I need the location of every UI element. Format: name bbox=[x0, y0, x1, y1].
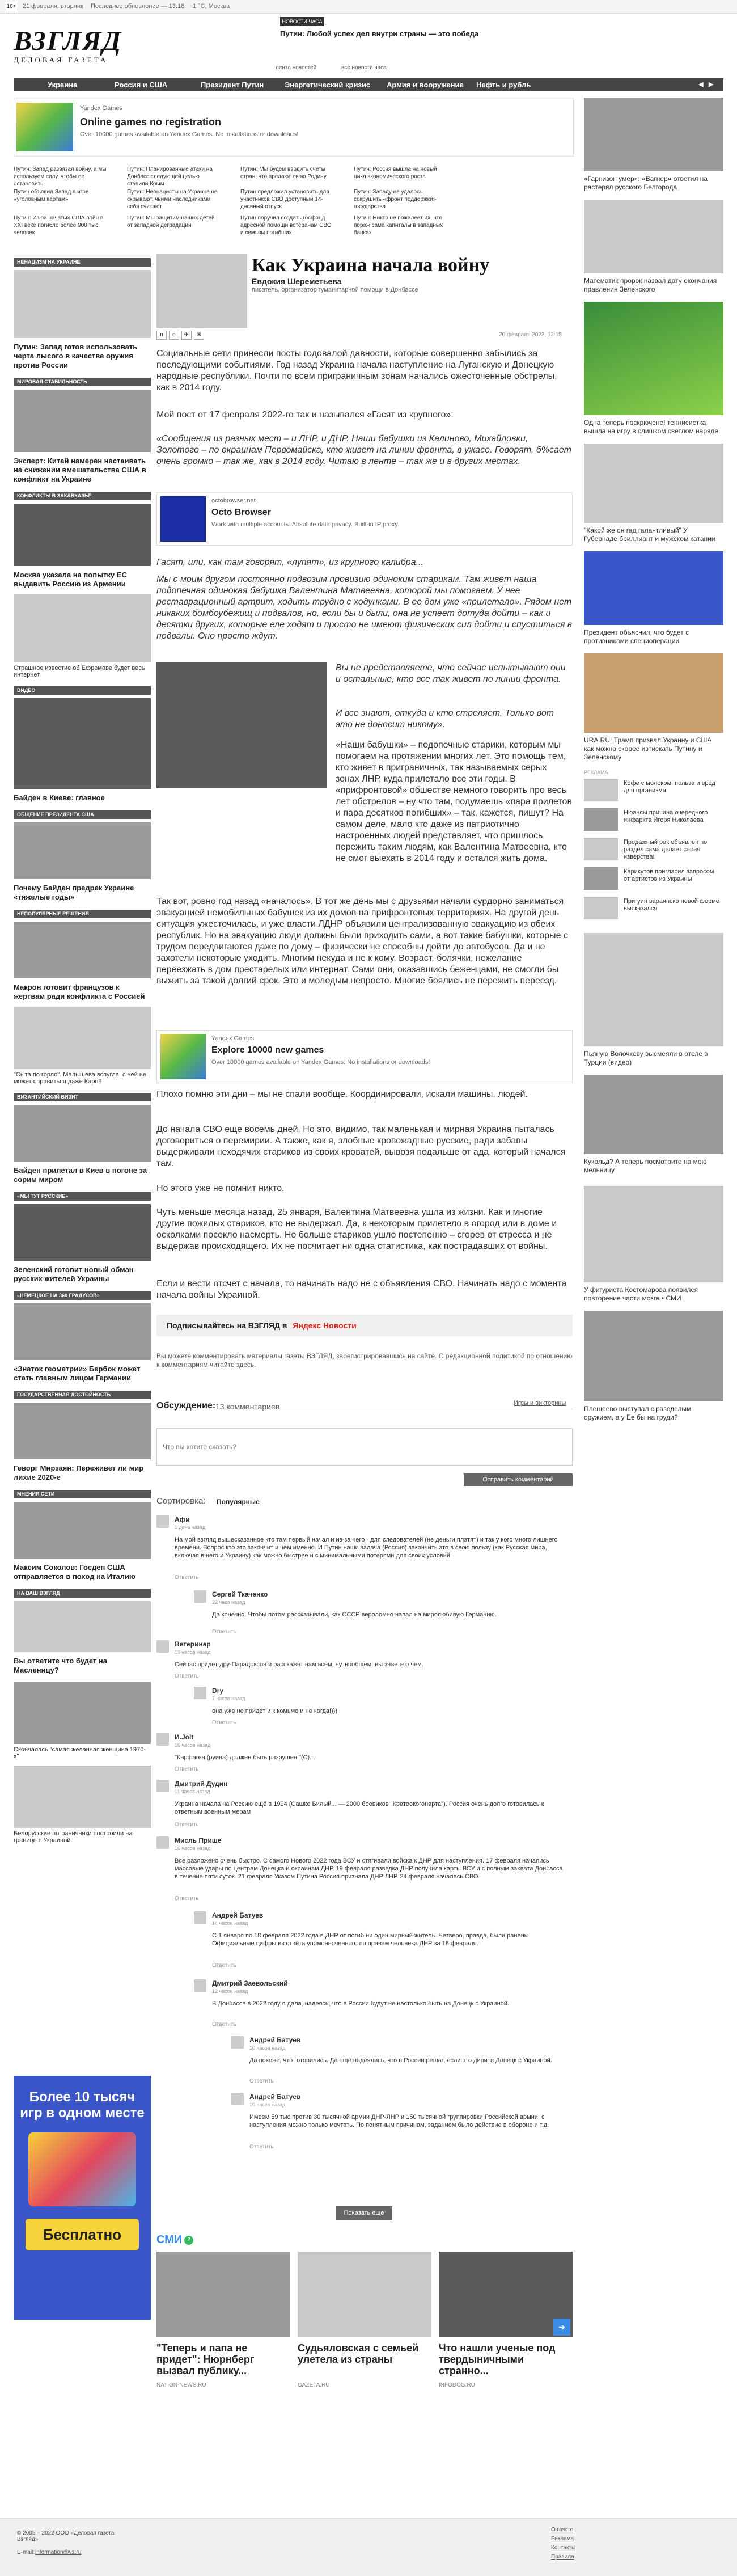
footer-email[interactable]: information@vz.ru bbox=[35, 2549, 82, 2556]
reply-link[interactable]: Ответить bbox=[212, 1720, 236, 1726]
right-photo[interactable] bbox=[584, 1311, 723, 1401]
smi-photo[interactable] bbox=[156, 2252, 290, 2337]
top-news-item[interactable]: Путин: Из-за начатых США войн в XXI веке погибло более 900 тыс. человек bbox=[14, 215, 104, 236]
sidebar-ad-title[interactable]: Скончалась "самая желанная женщина 1970-х" bbox=[14, 1746, 146, 1760]
sidebar-news-title[interactable]: Москва указала на попытку ЕС выдавить Россию из Армении bbox=[14, 571, 127, 588]
comment-item bbox=[194, 1687, 573, 1733]
top-news-item[interactable]: Путин: Мы защитим наших детей от западной деградации bbox=[127, 215, 215, 229]
footer-link[interactable]: Реклама bbox=[551, 2536, 574, 2542]
comment-author[interactable]: Дмитрий Дудин bbox=[175, 1780, 228, 1788]
news-photo[interactable] bbox=[14, 504, 151, 566]
sort-dropdown[interactable]: Популярные bbox=[217, 1498, 260, 1506]
comment-item bbox=[156, 1515, 573, 1590]
right-news-title[interactable]: Президент объяснил, что будет с противниками специоперации bbox=[584, 628, 689, 645]
right-news-title[interactable]: «Гарнизон умер»: «Вагнер» ответил на растерял русского Белгорода bbox=[584, 175, 708, 191]
section-label: МНЕНИЯ СЕТИ bbox=[14, 1490, 151, 1498]
sidebar-news-title[interactable]: Зеленский готовит новый обман русских жителей Украины bbox=[14, 1265, 134, 1283]
section-label: НЕНАЦИЗМ НА УКРАИНЕ bbox=[14, 258, 151, 267]
author-name[interactable]: Евдокия Шереметьева bbox=[252, 277, 342, 286]
smi-thumb bbox=[584, 897, 618, 919]
top-news-item[interactable]: Путин объявил Запад в игре «уголовным картам» bbox=[14, 189, 89, 202]
vk-share-icon[interactable]: в bbox=[156, 331, 167, 340]
section-label: «НЕМЕЦКОЕ НА 360 ГРАДУСОВ» bbox=[14, 1291, 151, 1300]
ad-title: Octo Browser bbox=[211, 508, 271, 517]
yandex-ad-image bbox=[160, 1034, 206, 1079]
article-date: 20 февраля 2023, 12:15 bbox=[499, 332, 562, 338]
article-paragraph: До начала СВО еще восемь дней. Но это, видимо, так маленькая и мирная Украина пыталась договориться о перемирии. А также, как я, злобные кровожадные русские, ради забавы выдерживали неходячих стариков из своих кроватей, вывозя подальше от ада, который начался там. bbox=[156, 1125, 566, 1168]
top-news-item[interactable]: Путин предложил установить для участников СВО доступный 14-дневный отпуск bbox=[240, 189, 329, 210]
right-news-title[interactable]: У фигуриста Костомарова появился повторение части мозга • СМИ bbox=[584, 1286, 698, 1302]
news-photo[interactable] bbox=[14, 1105, 151, 1162]
reply-link[interactable]: Ответить bbox=[212, 1629, 236, 1635]
smi-badge: 2 bbox=[184, 2236, 193, 2245]
right-smi-item[interactable] bbox=[584, 779, 723, 804]
footer bbox=[0, 2518, 737, 2576]
smi-photo[interactable] bbox=[439, 2252, 573, 2337]
video-thumb[interactable] bbox=[14, 698, 151, 789]
ad-source: Yandex Games bbox=[211, 1035, 255, 1042]
sidebar-news-title[interactable]: «Знаток геометрии» Бербок может стать главным лицом Германии bbox=[14, 1365, 141, 1382]
comments-label: Обсуждение: bbox=[156, 1401, 216, 1411]
subscribe-text: Подписывайтесь на ВЗГЛЯД в bbox=[167, 1321, 287, 1330]
sidebar-ad-title[interactable]: Белорусские пограничники построили на границе с Украиной bbox=[14, 1830, 133, 1844]
comment-text: она уже не придет и к комьмо и не когда!))) bbox=[212, 1708, 338, 1714]
news-hour-label: НОВОСТИ ЧАСА bbox=[280, 17, 324, 26]
mail-share-icon[interactable]: ✉ bbox=[194, 331, 204, 340]
comment-author[interactable]: И.Jolt bbox=[175, 1733, 194, 1741]
footer-copyright: © 2005 – 2022 ООО «Деловая газета Взгляд» bbox=[17, 2530, 115, 2543]
sidebar-news-title[interactable]: Вы ответите что будет на Масленицу? bbox=[14, 1657, 107, 1674]
comment-time: 16 часов назад bbox=[175, 1846, 211, 1851]
right-photo[interactable] bbox=[584, 653, 723, 733]
comments-disclaimer: Вы можете комментировать материалы газеты ВЗГЛЯД, зарегистрировавшись на сайте. С редакционной политикой по отношению к комментариям читайте здесь. bbox=[156, 1352, 573, 1369]
comment-time: 11 часов назад bbox=[175, 1789, 210, 1794]
news-photo[interactable] bbox=[14, 1204, 151, 1261]
nav-prev-icon[interactable]: ◀ bbox=[698, 81, 704, 88]
sidebar-news-title[interactable]: Почему Байден предрек Украине «тяжелые годы» bbox=[14, 884, 134, 901]
comment-time: 14 часов назад bbox=[212, 1920, 248, 1926]
right-smi-item[interactable] bbox=[584, 897, 723, 922]
ad-photo[interactable] bbox=[14, 1007, 151, 1069]
right-photo[interactable] bbox=[584, 98, 723, 171]
ad-title: Explore 10000 new games bbox=[211, 1045, 324, 1055]
comment-author[interactable]: Dry bbox=[212, 1687, 224, 1695]
smi-thumb bbox=[584, 838, 618, 860]
section-label: КОНФЛИКТЫ В ЗАКАВКАЗЬЕ bbox=[14, 492, 151, 500]
comment-item bbox=[231, 2036, 573, 2093]
comment-item bbox=[156, 1640, 573, 1687]
inline-ad-yandex[interactable] bbox=[156, 1030, 573, 1083]
comment-text: Имеем 59 тыс против 30 тысячной армии ДНР-ЛНР и 150 тысячной группировки Российской армии, с наступления можно только мечтать. По понятным причинам, заданием было действие в обороне и т.д. bbox=[249, 2114, 549, 2129]
news-photo[interactable] bbox=[14, 1303, 151, 1360]
site-logo[interactable] bbox=[14, 27, 127, 67]
article-quote: «Сообщения из разных мест – и ЛНР, и ДНР. Наши бабушки из Калиново, Михайловки, Золотого – по окраинам Первомайска, кто живет на линии фронта, в ужасе. Говорят, б%сает очень громко – так же, как в 2014 году. Читаю в ленте – так же и в других местах. bbox=[156, 434, 571, 466]
right-sidebar bbox=[584, 98, 723, 1422]
games-ad[interactable] bbox=[14, 2076, 151, 2320]
ad-title: Online games no registration bbox=[80, 116, 222, 128]
news-photo[interactable] bbox=[14, 822, 151, 879]
nav-item-russia-usa[interactable]: Россия и США bbox=[115, 81, 168, 89]
top-news-item[interactable]: Путин: Неонацисты на Украине не скрывают, чьими наследниками себя считают bbox=[127, 189, 218, 210]
sidebar-ad-title[interactable]: "Сыта по горло". Малышева вспугла, с ней не может справиться даже Карп!! bbox=[14, 1071, 147, 1085]
news-photo[interactable] bbox=[14, 270, 151, 338]
comment-input[interactable] bbox=[156, 1428, 573, 1466]
smi-title[interactable]: "Теперь и папа не придет": Нюрнберг вызвал публику... bbox=[156, 2342, 255, 2376]
comment-item bbox=[156, 1836, 573, 1911]
tg-share-icon[interactable]: ✈ bbox=[181, 331, 192, 340]
comment-author[interactable]: Дмитрий Заевольский bbox=[212, 1979, 288, 1987]
ad-source: Yandex Games bbox=[80, 105, 123, 112]
right-news-title[interactable]: "Какой же он гад галантливый" У Губернаде бриллиант и мужском катании bbox=[584, 526, 715, 543]
nav-item-ukraine[interactable]: Украина bbox=[48, 81, 78, 89]
section-label: ГОСУДАРСТВЕННАЯ ДОСТОЙНОСТЬ bbox=[14, 1391, 151, 1399]
author-role: писатель, организатор гуманитарной помощи в Донбассе bbox=[252, 286, 418, 293]
smi-block bbox=[156, 2233, 573, 2404]
news-photo[interactable] bbox=[14, 1403, 151, 1459]
send-comment-button[interactable]: Отправить комментарий bbox=[464, 1473, 573, 1486]
smi-thumb bbox=[584, 867, 618, 890]
yandex-news-brand: Яндекс Новости bbox=[293, 1321, 357, 1330]
comment-item bbox=[156, 1733, 573, 1780]
smi-text: Продажный рак объявлен по раздел сама делает сарая изверства! bbox=[624, 839, 708, 860]
comment-text: С 1 января по 18 февраля 2022 года в ДНР от погиб ни один мирный житель. Четверо, правда, были ранены. Официальные цифры из отчёта упомонноченного по правам человека ДНР за 18 февраля. bbox=[212, 1932, 531, 1947]
ad-photo[interactable] bbox=[14, 1766, 151, 1828]
right-news-title[interactable]: Математик пророк назвал дату окончания правления Зеленского bbox=[584, 277, 717, 293]
right-photo[interactable] bbox=[584, 933, 723, 1046]
smi-title[interactable]: Судьяловская с семьей улетела из страны bbox=[298, 2342, 419, 2365]
right-photo[interactable] bbox=[584, 302, 723, 415]
smi-source: INFODOG.RU bbox=[439, 2382, 475, 2388]
section-label: НА ВАШ ВЗГЛЯД bbox=[14, 1589, 151, 1598]
avatar[interactable] bbox=[194, 1979, 206, 1992]
octo-ad-image bbox=[160, 496, 206, 542]
weather-text: 1 °C, Москва bbox=[193, 3, 230, 10]
comment-author[interactable]: Афи bbox=[175, 1515, 190, 1523]
comment-time: 7 часов назад bbox=[212, 1696, 245, 1701]
comments-rules-link[interactable]: Игры и викторины bbox=[514, 1400, 566, 1407]
news-photo[interactable] bbox=[14, 390, 151, 452]
logo-title: ВЗГЛЯД bbox=[14, 26, 122, 56]
avatar[interactable] bbox=[156, 1515, 169, 1528]
footer-email-label: E-mail: bbox=[17, 2549, 35, 2556]
avatar[interactable] bbox=[194, 1590, 206, 1603]
games-ad-line1: Более 10 тысяч bbox=[29, 2089, 135, 2105]
smi-next-icon[interactable]: ➔ bbox=[553, 2319, 570, 2336]
top-news-item[interactable]: Путин поручил создать госфонд адресной помощи ветеранам СВО и семьям погибших bbox=[240, 215, 332, 236]
comment-time: 10 часов назад bbox=[249, 2045, 286, 2051]
comment-text: В Донбассе в 2022 году я дала, надеясь, что в России будут не настолько быть на Донецк с Украиной. bbox=[212, 2000, 509, 2007]
article-paragraph: Социальные сети принесли посты годовалой давности, которые совершенно забылись за последующими событиями. Год назад Украина начала наступление на Луганскую и Донецкую народные республики. Почти по всем приграничным зонам начались ожесточенные обстрелы, как в 2014 году. bbox=[156, 349, 557, 392]
sidebar-news-title[interactable]: Геворг Мирзаян: Переживет ли мир лихие 2020-е bbox=[14, 1464, 144, 1481]
games-ad-image bbox=[28, 2132, 136, 2206]
top-news-item[interactable]: Путин: Западу не удалось сокрушить «фронт поддержки» государства bbox=[354, 189, 437, 210]
comment-item bbox=[231, 2093, 573, 2155]
article-title: Как Украина начала войну bbox=[252, 255, 490, 276]
sidebar-news-title[interactable]: Максим Соколов: Госдеп США отправляется в поход на Италию bbox=[14, 1563, 135, 1581]
nav-next-icon[interactable]: ▶ bbox=[709, 81, 714, 88]
comment-author[interactable]: Мисль Прише bbox=[175, 1836, 222, 1844]
comment-time: 12 часов назад bbox=[212, 1988, 248, 1994]
comment-time: 22 часа назад bbox=[212, 1599, 245, 1605]
article-paragraph: Плохо помню эти дни – мы не спали вообще. Координировали, искали машины, людей. bbox=[156, 1089, 528, 1099]
comment-text: Все разложено очень быстро. С самого Нового 2022 года ВСУ и стягивали войска к ДНР для наступления. 17 февраля начались массовые удары по центрам Донецка и окраинам ДНР. 19 февраля разведка ДНР получила карты ВСУ и с полным захвата Донбасса в течение пяти суток. 21 февраля Указом Путина Россия признала ДНР ЛНР. 24 февраля началась СВО. bbox=[175, 1857, 563, 1880]
avatar[interactable] bbox=[231, 2036, 244, 2049]
sidebar-news-title[interactable]: Байден в Киеве: главное bbox=[14, 793, 105, 802]
news-hour-headline[interactable]: Путин: Любой успех дел внутри страны — это победа bbox=[280, 29, 479, 38]
comment-item bbox=[194, 1590, 573, 1640]
reply-link[interactable]: Ответить bbox=[249, 2144, 274, 2150]
sort-label: Сортировка: bbox=[156, 1496, 206, 1506]
smi-text: Карикутов пригласил запросом от артистов из Украины bbox=[624, 868, 714, 882]
comment-text: Украина начала на Россию ещё в 1994 (Сашко Билый... — 2000 боевиков "Кратоокогонарта"). Россия очень долго готовилась к ответным военным мерам bbox=[175, 1801, 544, 1815]
smi-label: СМИ bbox=[156, 2233, 183, 2246]
comment-item bbox=[194, 1911, 573, 1979]
top-news-item[interactable]: Путин: Запад развязал войну, а мы используем силу, чтобы ее остановить bbox=[14, 166, 107, 187]
smi-thumb bbox=[584, 779, 618, 801]
right-smi-item[interactable] bbox=[584, 808, 723, 833]
comment-author[interactable]: Андрей Батуев bbox=[249, 2093, 301, 2101]
article-paragraph: Чуть меньше месяца назад, 25 января, Валентина Матвеевна ушла из жизни. Как и многие другие пожилых стариков, кто не выдержал. Да, к некоторым прилетело в огород или в доме и осколками посекло насмерть. Но больше стариков ушло постепенно – сгорев от стресса и не выдержав происходящего. Их не посчитает ни одна статистика, как пострадавших от войны. bbox=[156, 1207, 557, 1251]
nav-item-energy[interactable]: Энергетический кризис bbox=[285, 81, 371, 89]
news-photo[interactable] bbox=[14, 922, 151, 978]
right-photo[interactable] bbox=[584, 444, 723, 523]
footer-link[interactable]: Контакты bbox=[551, 2545, 576, 2551]
reply-link[interactable]: Ответить bbox=[175, 1766, 199, 1772]
article-quote: Вы не представляете, что сейчас испытывают они и остальные, кто все так живет по линии фронта. bbox=[336, 663, 566, 684]
section-label: «МЫ ТУТ РУССКИЕ» bbox=[14, 1192, 151, 1201]
smi-text: Кофе с молоком: польза и вред для организма bbox=[624, 780, 715, 794]
right-photo[interactable] bbox=[584, 1075, 723, 1154]
comment-text: Да похоже, что готовились. Да ещё надеялись, что в России решат, если это дирити Донецк с Украиной. bbox=[249, 2057, 552, 2064]
smi-thumb bbox=[584, 808, 618, 831]
reply-link[interactable]: Ответить bbox=[175, 1574, 199, 1581]
article-paragraph: Так вот, ровно год назад «началось». В тот же день мы с друзьями начали сурдорно заниматься эвакуацией немобильных бабушек из их домов на прифронтовых территориях. На другой день ситуация ужесточилась, и уже власти ЛДНР объявили централизованную эвакуацию из обеих республик. Но на эвакуацию люди должны были приходить сами, а вот такие бабушки, которые с трудом передвигаются даже по дому – физически не способны дойти до автобусов. Да и не захотели некоторые уходить. Многим некуда и не к кому. Возраст, болячки, нежелание переезжать в дом престарелых или интернат. Сами они, оказавшись беженцами, не смогли бы выжить за такой долгий срок. Это и молодым непросто. Многие боялись не пережить переезд. bbox=[156, 897, 568, 986]
comment-time: 19 часов назад bbox=[175, 1649, 211, 1655]
right-news-title[interactable]: URA.RU: Трамп призвал Украину и США как можно скорее изтискать Путину и Зеленскому bbox=[584, 736, 712, 761]
right-smi-item[interactable] bbox=[584, 838, 723, 863]
nav-item-putin[interactable]: Президент Путин bbox=[201, 81, 264, 89]
comment-time: 1 день назад bbox=[175, 1525, 206, 1530]
news-all-link[interactable]: все новости часа bbox=[341, 65, 387, 71]
comment-time: 16 часов назад bbox=[175, 1742, 211, 1748]
news-photo[interactable] bbox=[14, 1601, 151, 1652]
share-bar bbox=[156, 329, 204, 340]
main-nav bbox=[14, 78, 723, 91]
smi-title[interactable]: Что нашли ученые под твердыничными странно... bbox=[439, 2342, 556, 2376]
games-ad-cta: Бесплатно bbox=[26, 2219, 139, 2250]
update-text: Последнее обновление — 13:18 bbox=[91, 3, 185, 10]
sidebar-news-title[interactable]: Байден прилетал в Киев в погоне за сорим миром bbox=[14, 1166, 147, 1184]
comment-text: Сейчас придет дру-Парадоксов и расскажет нам всем, ну, вообщем, вы знаете о чем. bbox=[175, 1661, 423, 1668]
avatar[interactable] bbox=[156, 1640, 169, 1653]
age-rating: 18+ bbox=[5, 2, 18, 11]
article-quote: Мы с моим другом постоянно подвозим провизию одиноким старикам. Там живет наша подопечная одинокая бабушка Валентина Матвеевна, которой мы помогаем. У нее реставрационный артрит, ходить трудно с ходунками. В ее дом уже «прилетало». Рядом нет никаких бомбоубежищ и подвалов, но, если бы и были, она не успеет дотуда дойти – как и десятки других, которые еле ходят и просто не имеют физических сил дойти и спуститься в подвалы. Оно просто ждут. bbox=[156, 575, 573, 641]
section-label: ВИЗАНТИЙСКИЙ ВИЗИТ bbox=[14, 1093, 151, 1101]
smi-source: GAZETA.RU bbox=[298, 2382, 330, 2388]
smi-source: NATION-NEWS.RU bbox=[156, 2382, 206, 2388]
smi-photo[interactable] bbox=[298, 2252, 431, 2337]
right-smi-item[interactable] bbox=[584, 867, 723, 892]
right-photo[interactable] bbox=[584, 1186, 723, 1282]
subscribe-bar[interactable] bbox=[156, 1315, 573, 1336]
comment-time: 10 часов назад bbox=[249, 2102, 286, 2108]
article-quote: Гасят, или, как там говорят, «лупят», из крупного калибра... bbox=[156, 558, 423, 567]
footer-link[interactable]: О газете bbox=[551, 2527, 574, 2533]
comment-author[interactable]: Андрей Батуев bbox=[212, 1911, 264, 1919]
ad-image bbox=[16, 103, 73, 151]
ad-desc: Over 10000 games available on Yandex Games. No installations or downloads! bbox=[80, 131, 299, 138]
comment-author[interactable]: Андрей Батуев bbox=[249, 2036, 301, 2044]
right-news-title[interactable]: Пьяную Волочкову высмеяли в отеле в Турции (видео) bbox=[584, 1050, 708, 1066]
right-news-title[interactable]: Одна теперь поскрючене! теннисистка вышла на игру в слишком светлом наряде bbox=[584, 419, 719, 435]
right-photo[interactable] bbox=[584, 200, 723, 273]
section-label: МИРОВАЯ СТАБИЛЬНОСТЬ bbox=[14, 378, 151, 386]
comment-author[interactable]: Ветеринар bbox=[175, 1640, 211, 1648]
sidebar-news-title[interactable]: Путин: Запад готов использовать черта лысого в качестве оружия против России bbox=[14, 343, 138, 369]
reply-link[interactable]: Ответить bbox=[175, 1673, 199, 1679]
sidebar-news-title[interactable]: Макрон готовит французов к жертвам ради конфликта с Россией bbox=[14, 983, 145, 1000]
nav-item-oil[interactable]: Нефть и рубль bbox=[476, 81, 531, 89]
reply-link[interactable]: Ответить bbox=[175, 1822, 199, 1828]
article-paragraph: «Наши бабушки» – подопечные старики, которым мы помогаем на протяжении многих лет. Это помощь тем, кто живет в приграничных, так называемых серых зонах ЛНР, куда прилетало все эти годы. В «прифронтовой» обшестве немного говорить про весь лет обстрелов – ну что там, подумаешь «пара прилетов и пара десятков погибших» – так, кажется, пишут? На самом деле, мало кто даже из патриотично настроенных людей представляет, что пришлось пережить таким людям, как Валентина Матвеевна, кто не смог выехать в 2014 году и остался жить дома. bbox=[336, 740, 572, 863]
ad-label: РЕКЛАМА bbox=[584, 770, 608, 775]
sidebar-ad-title[interactable]: Страшное известие об Ефремове будет весь интернет bbox=[14, 665, 145, 678]
article-quote: И все знают, откуда и кто стреляет. Только вот это не доносит никому». bbox=[336, 708, 554, 729]
comment-text: На мой взгляд вышесказанное кто там первый начал и из-за чего - для следователей (не деньги платят) и так у кого много лишнего времени. Вопрос кто это закончит и чем именно. И Путин наши задача (Россия) закончить это в свою пользу (как Русская мира, включая в него и Украину) как можно быстрее и с минимальными потерями для своих условий. bbox=[175, 1536, 558, 1559]
ok-share-icon[interactable]: о bbox=[169, 331, 179, 340]
news-photo[interactable] bbox=[14, 1502, 151, 1559]
ad-photo[interactable] bbox=[14, 594, 151, 662]
left-sidebar bbox=[14, 258, 151, 1844]
nav-item-army[interactable]: Армия и вооружение bbox=[387, 81, 464, 89]
reply-link[interactable]: Ответить bbox=[249, 2078, 274, 2084]
comments-count: 13 комментариев bbox=[215, 1402, 280, 1411]
article-paragraph: Мой пост от 17 февраля 2022-го так и назывался «Гасят из крупного»: bbox=[156, 410, 454, 420]
reply-link[interactable]: Ответить bbox=[212, 1962, 236, 1969]
games-ad-line2: игр в одном месте bbox=[20, 2105, 145, 2121]
article-photo[interactable] bbox=[156, 662, 327, 788]
article-paragraph: Если и вести отсчет с начала, то начинать надо не с объявления СВО. Начинать надо с момента начала войны Украиной. bbox=[156, 1279, 567, 1300]
section-label: ВИДЕО bbox=[14, 686, 151, 695]
section-label: ОБЩЕНИЕ ПРЕЗИДЕНТА США bbox=[14, 810, 151, 819]
author-photo bbox=[156, 254, 247, 328]
ad-desc: Over 10000 games available on Yandex Games. No installations or downloads! bbox=[211, 1059, 430, 1066]
ad-source: octobrowser.net bbox=[211, 497, 256, 504]
avatar[interactable] bbox=[156, 1733, 169, 1746]
section-label: НЕПОПУЛЯРНЫЕ РЕШЕНИЯ bbox=[14, 910, 151, 918]
comment-text: "Карфаген (руина) должен быть разрушен!"(С)... bbox=[175, 1754, 315, 1761]
article-paragraph: Но этого уже не помнит никто. bbox=[156, 1184, 285, 1193]
comments-list bbox=[156, 1515, 573, 2155]
ad-desc: Work with multiple accounts. Absolute data privacy. Built-in IP proxy. bbox=[211, 521, 400, 528]
reply-link[interactable]: Ответить bbox=[212, 2021, 236, 2028]
comment-item bbox=[194, 1979, 573, 2036]
comment-text: Да конечно. Чтобы потом рассказывали, как СССР вероломно напал на миролюбивую Германию. bbox=[212, 1611, 497, 1618]
top-news-item[interactable]: Путин: Мы будем вводить счеты стран, что предают свою Родину bbox=[240, 166, 327, 180]
top-ad[interactable] bbox=[14, 98, 574, 157]
smi-text: Нюансы причина очередного инфаркта Игоря Николаева bbox=[624, 809, 708, 824]
avatar[interactable] bbox=[194, 1687, 206, 1699]
right-photo[interactable] bbox=[584, 551, 723, 625]
comment-author[interactable]: Сергей Ткаченко bbox=[212, 1590, 268, 1598]
top-news-item[interactable]: Путин: Россия вышла на новый цикл экономического роста bbox=[354, 166, 437, 180]
avatar[interactable] bbox=[156, 1836, 169, 1849]
right-news-title[interactable]: Плещеево выступал с разоделым оружием, а у Ее бы на груди? bbox=[584, 1405, 692, 1421]
avatar[interactable] bbox=[194, 1911, 206, 1924]
top-news-grid bbox=[14, 162, 574, 242]
top-news-item[interactable]: Путин: Никто не пожалеет их, что пораж сама капиталы в западных банках bbox=[354, 215, 443, 236]
right-news-title[interactable]: Кукольд? А теперь посмотрите на мою мельницу bbox=[584, 1158, 707, 1174]
news-feed-link[interactable]: лента новостей bbox=[276, 65, 317, 71]
reply-link[interactable]: Ответить bbox=[175, 1895, 199, 1902]
top-news-item[interactable]: Путин: Планированные атаки на Донбасс следующей целью ставили Крым bbox=[127, 166, 213, 187]
ad-photo[interactable] bbox=[14, 1682, 151, 1744]
logo-subtitle: ДЕЛОВАЯ ГАЗЕТА bbox=[14, 56, 108, 64]
date-text: 21 февраля, вторник bbox=[23, 3, 83, 10]
inline-ad-octo[interactable] bbox=[156, 492, 573, 546]
avatar[interactable] bbox=[231, 2093, 244, 2105]
show-more-button[interactable]: Показать еще bbox=[336, 2206, 392, 2220]
comment-item bbox=[156, 1780, 573, 1836]
footer-link[interactable]: Правила bbox=[551, 2554, 574, 2560]
top-bar bbox=[0, 0, 737, 14]
smi-text: Пригуин вараянско новой форме высказался bbox=[624, 898, 719, 912]
sidebar-news-title[interactable]: Эксперт: Китай намерен настаивать на снижении вмешательства США в конфликт на Украине bbox=[14, 457, 146, 483]
avatar[interactable] bbox=[156, 1780, 169, 1792]
